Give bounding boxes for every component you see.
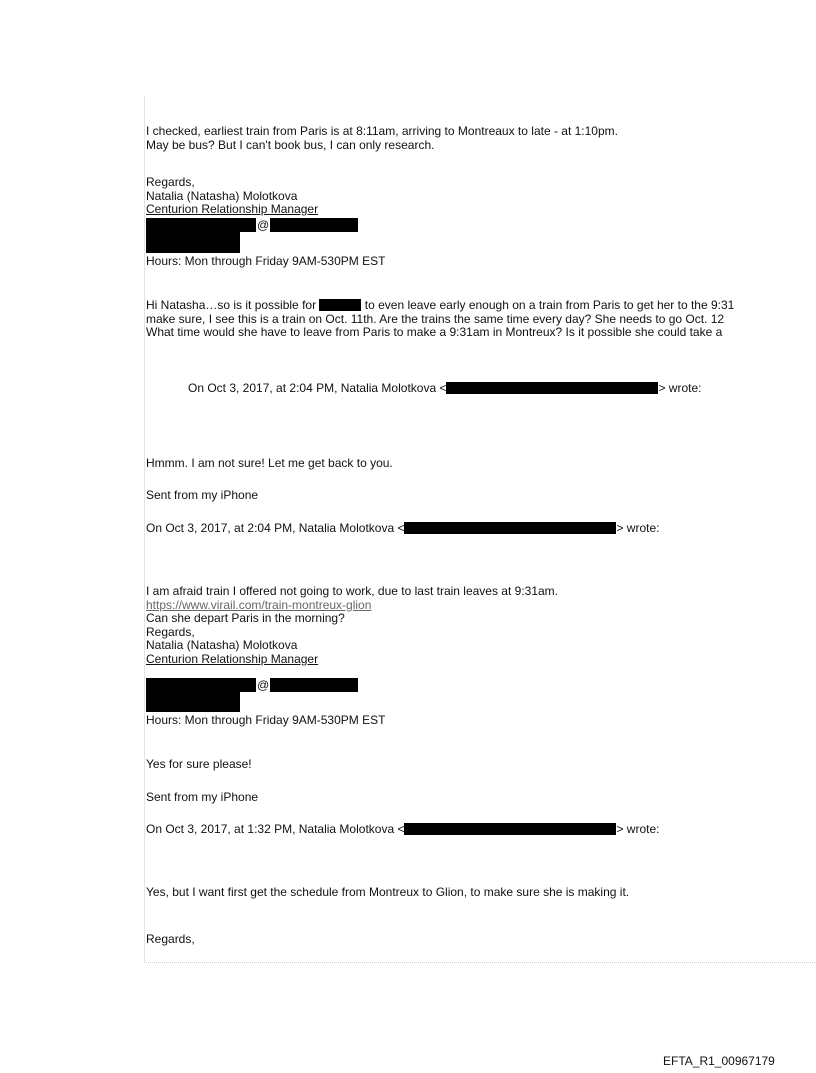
message-2: [146, 299, 816, 340]
redaction-box: [404, 522, 616, 534]
redaction-box: [404, 823, 616, 835]
message-3-text: Hmmm. I am not sure! Let me get back to you.: [146, 457, 393, 470]
email-at-sign: @: [257, 219, 270, 232]
message-text: Hi Natasha…so is it possible for to even leave early enough on a train from Paris to get her to the 9:31: [146, 299, 735, 312]
quote-header-1: On Oct 3, 2017, at 2:04 PM, Natalia Molotkova < > wrote:: [188, 382, 702, 395]
signature-name: Natalia (Natasha) Molotkova: [146, 638, 298, 652]
message-text: May be bus? But I can't book bus, I can only research.: [146, 137, 435, 152]
signature-1: [146, 176, 318, 217]
redaction-box: [270, 218, 358, 232]
schedule-link[interactable]: https://www.virail.com/train-montreux-glion: [146, 597, 372, 612]
redaction-box: [146, 678, 256, 692]
sent-from-iphone: Sent from my iPhone: [146, 489, 259, 502]
document-id: EFTA_R1_00967179: [663, 1054, 775, 1068]
quote-header-3: On Oct 3, 2017, at 1:32 PM, Natalia Molotkova < > wrote:: [146, 823, 660, 836]
email-at-sign: @: [257, 679, 270, 692]
message-4: [146, 585, 558, 666]
redaction-box: [319, 299, 361, 311]
signature-title: Centurion Relationship Manager: [146, 202, 319, 216]
message-text: Can she depart Paris in the morning?: [146, 611, 345, 625]
message-text: I checked, earliest train from Paris is at 8:11am, arriving to Montreaux to late - at 1:10pm.: [146, 125, 618, 138]
redaction-box: [146, 232, 240, 253]
redaction-box: [146, 218, 256, 232]
signature-name: Natalia (Natasha) Molotkova: [146, 188, 298, 203]
signature-regards: Regards,: [146, 624, 195, 639]
redaction-box: [146, 692, 240, 712]
signature-regards: Regards,: [146, 933, 195, 946]
signature-regards: Regards,: [146, 176, 195, 189]
message-1: [146, 125, 618, 152]
redaction-box: [270, 678, 358, 692]
redaction-box: [446, 382, 658, 394]
message-6-text: Yes, but I want first get the schedule from Montreux to Glion, to make sure she is making it.: [146, 886, 630, 899]
message-text: make sure, I see this is a train on Oct. 11th. Are the trains the same time every day? She needs to go Oct. 12: [146, 311, 725, 326]
message-text: What time would she have to leave from Paris to make a 9:31am in Montreux? Is it possible she could take a: [146, 325, 723, 339]
message-5-text: Yes for sure please!: [146, 758, 252, 771]
message-text: I am afraid train I offered not going to work, due to last train leaves at 9:31am.: [146, 585, 559, 598]
sent-from-iphone: Sent from my iPhone: [146, 791, 259, 804]
signature-title: Centurion Relationship Manager: [146, 651, 319, 666]
signature-hours: Hours: Mon through Friday 9AM-530PM EST: [146, 255, 386, 268]
signature-hours: Hours: Mon through Friday 9AM-530PM EST: [146, 714, 386, 727]
quote-header-2: On Oct 3, 2017, at 2:04 PM, Natalia Molotkova < > wrote:: [146, 522, 660, 535]
